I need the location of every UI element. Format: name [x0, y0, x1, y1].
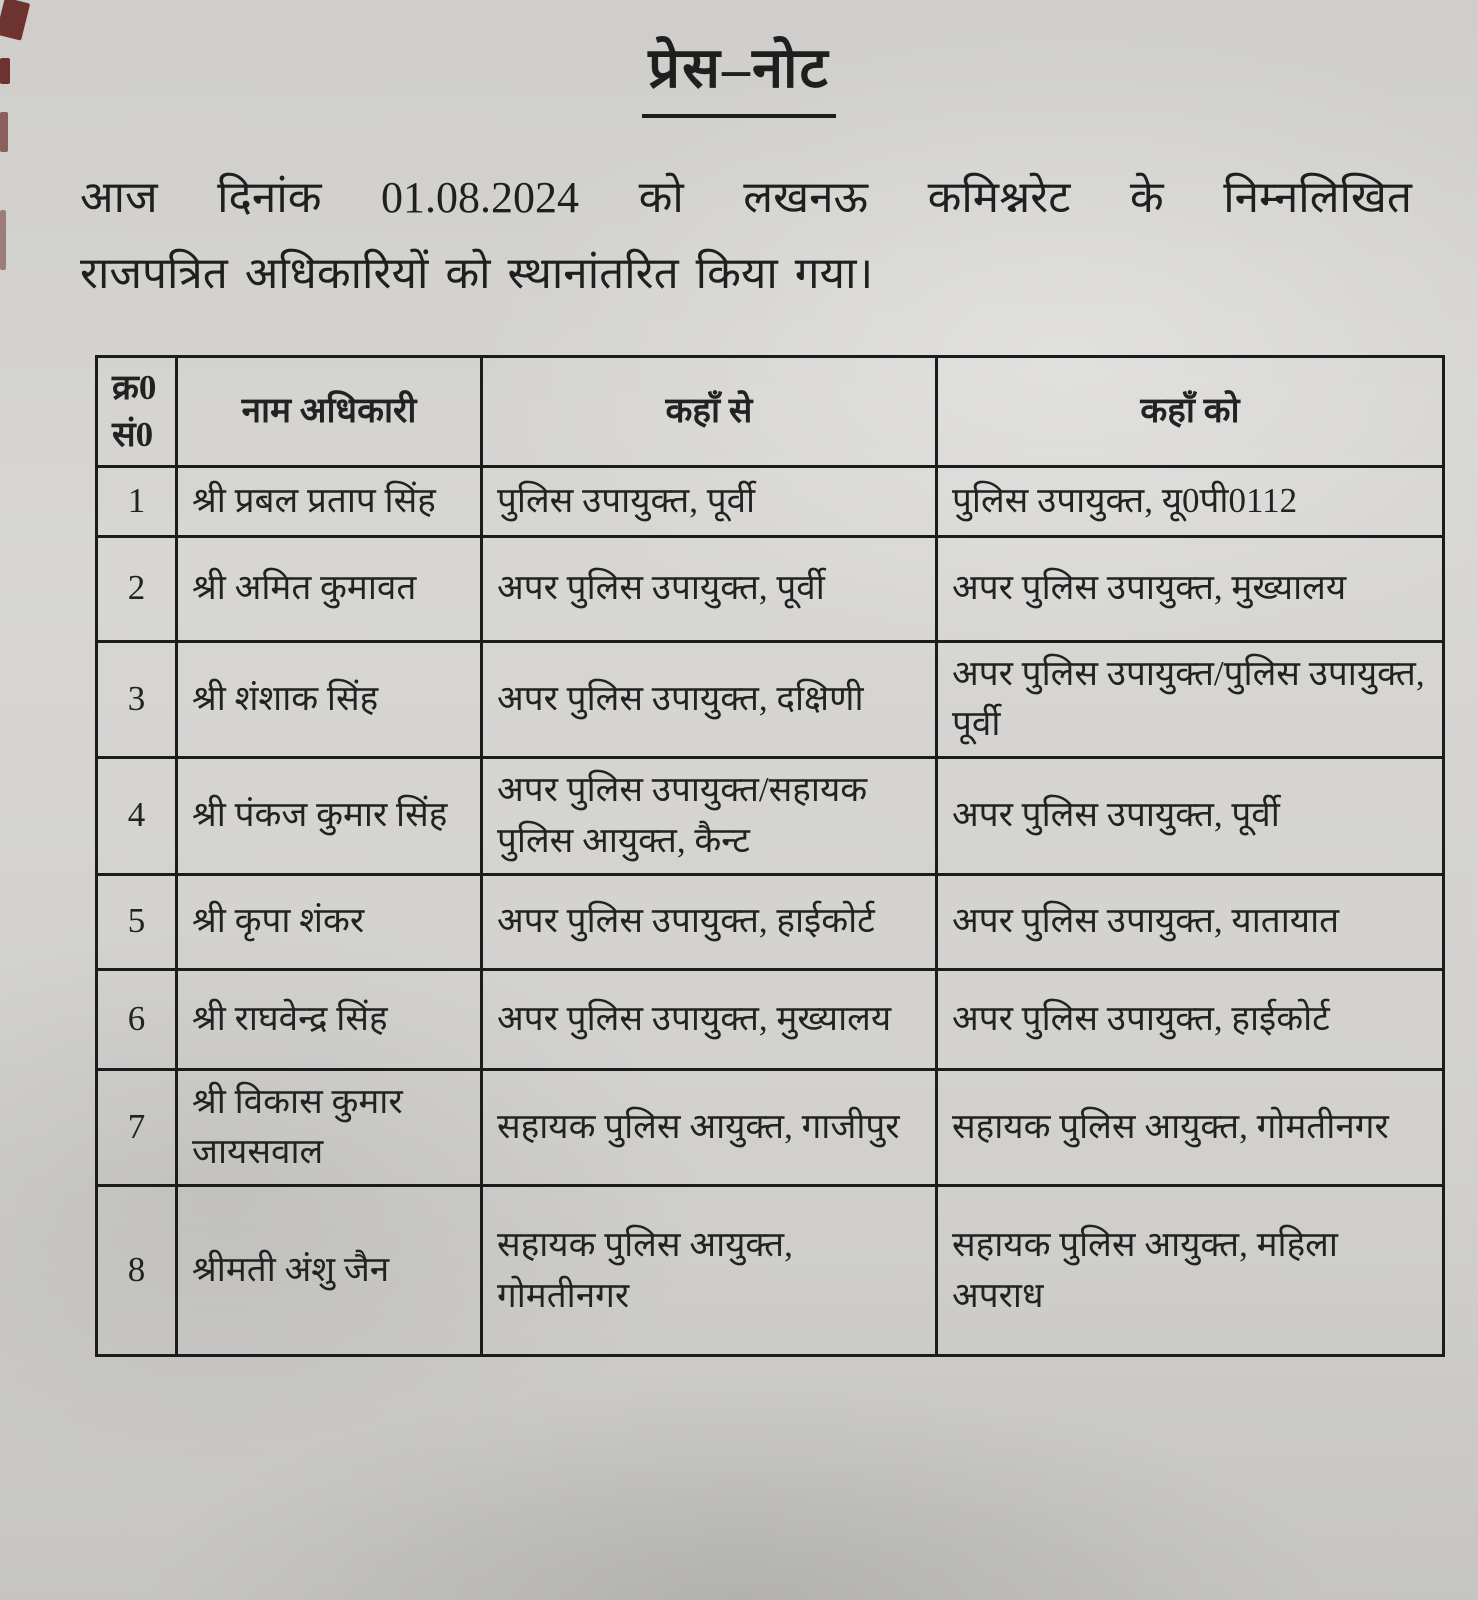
intro-line-2: राजपत्रित अधिकारियों को स्थानांतरित किया गया।	[80, 249, 874, 298]
cell-to: अपर पुलिस उपायुक्त, हाईकोर्ट	[937, 969, 1444, 1069]
cell-to: अपर पुलिस उपायुक्त, यातायात	[937, 874, 1444, 969]
cell-to: पुलिस उपायुक्त, यू0पी0112	[937, 466, 1444, 536]
cell-from: अपर पुलिस उपायुक्त, मुख्यालय	[482, 969, 937, 1069]
cell-from: अपर पुलिस उपायुक्त, हाईकोर्ट	[482, 874, 937, 969]
table-row	[97, 1069, 1444, 1186]
header-serial-line2: सं0	[112, 415, 154, 455]
transfer-table	[95, 355, 1445, 1357]
cell-serial: 5	[97, 874, 177, 969]
table-row	[97, 466, 1444, 536]
photo-blemish	[0, 210, 6, 270]
cell-to: सहायक पुलिस आयुक्त, महिला अपराध	[937, 1186, 1444, 1356]
cell-officer-name: श्री विकास कुमार जायसवाल	[177, 1069, 482, 1186]
intro-line-1: आज दिनांक 01.08.2024 को लखनऊ कमिश्नरेट के निम्नलिखित	[80, 173, 1412, 222]
cell-serial: 3	[97, 641, 177, 758]
cell-serial: 1	[97, 466, 177, 536]
header-serial	[97, 357, 177, 467]
cell-to: अपर पुलिस उपायुक्त, पूर्वी	[937, 758, 1444, 875]
intro-paragraph	[80, 160, 1412, 312]
header-to: कहाँ को	[937, 357, 1444, 467]
cell-serial: 7	[97, 1069, 177, 1186]
cell-from: अपर पुलिस उपायुक्त/सहायक पुलिस आयुक्त, कैन्ट	[482, 758, 937, 875]
cell-serial: 8	[97, 1186, 177, 1356]
table-row	[97, 874, 1444, 969]
header-from: कहाँ से	[482, 357, 937, 467]
page-title-wrap	[0, 28, 1478, 118]
cell-from: अपर पुलिस उपायुक्त, पूर्वी	[482, 536, 937, 641]
cell-from: अपर पुलिस उपायुक्त, दक्षिणी	[482, 641, 937, 758]
cell-officer-name: श्री राघवेन्द्र सिंह	[177, 969, 482, 1069]
cell-officer-name: श्री पंकज कुमार सिंह	[177, 758, 482, 875]
cell-officer-name: श्री शंशाक सिंह	[177, 641, 482, 758]
table-row	[97, 758, 1444, 875]
cell-officer-name: श्री कृपा शंकर	[177, 874, 482, 969]
cell-serial: 4	[97, 758, 177, 875]
cell-officer-name: श्रीमती अंशु जैन	[177, 1186, 482, 1356]
header-serial-line1: क्र0	[112, 368, 157, 407]
cell-to: अपर पुलिस उपायुक्त/पुलिस उपायुक्त, पूर्वी	[937, 641, 1444, 758]
header-officer-name: नाम अधिकारी	[177, 357, 482, 467]
cell-serial: 2	[97, 536, 177, 641]
cell-officer-name: श्री अमित कुमावत	[177, 536, 482, 641]
photo-blemish	[0, 112, 8, 152]
cell-officer-name: श्री प्रबल प्रताप सिंह	[177, 466, 482, 536]
page-title: प्रेस–नोट	[642, 28, 836, 118]
cell-from: सहायक पुलिस आयुक्त, गोमतीनगर	[482, 1186, 937, 1356]
table-row	[97, 536, 1444, 641]
cell-from: पुलिस उपायुक्त, पूर्वी	[482, 466, 937, 536]
cell-from: सहायक पुलिस आयुक्त, गाजीपुर	[482, 1069, 937, 1186]
table-row	[97, 641, 1444, 758]
cell-to: अपर पुलिस उपायुक्त, मुख्यालय	[937, 536, 1444, 641]
cell-serial: 6	[97, 969, 177, 1069]
cell-to: सहायक पुलिस आयुक्त, गोमतीनगर	[937, 1069, 1444, 1186]
table-row	[97, 969, 1444, 1069]
table-row	[97, 1186, 1444, 1356]
table-header-row	[97, 357, 1444, 467]
